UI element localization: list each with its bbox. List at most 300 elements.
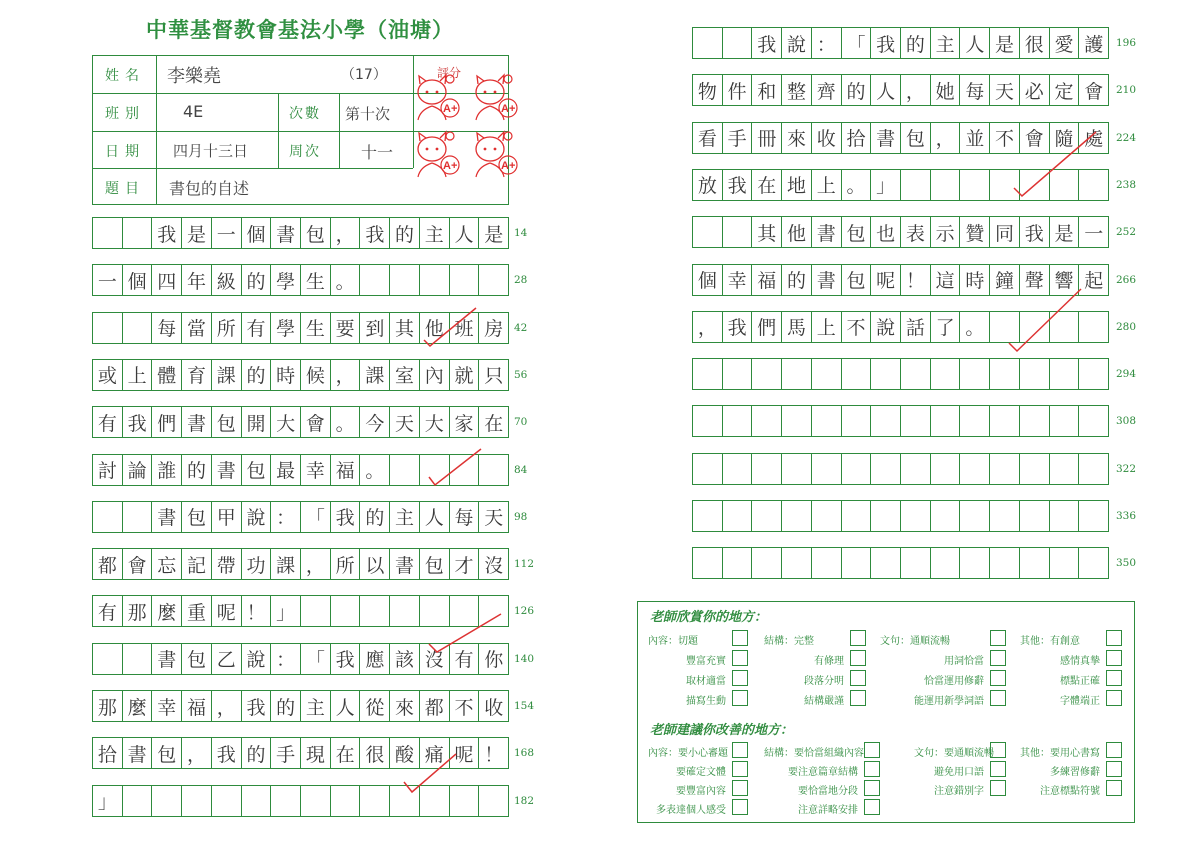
grid-cell: 每 <box>152 313 182 343</box>
grid-row <box>92 264 509 296</box>
checklist-item-label: 內容：切題 <box>648 636 698 647</box>
grid-cell: 的 <box>901 28 931 58</box>
grid-cell: 不 <box>842 312 872 342</box>
checklist-box[interactable] <box>990 742 1006 758</box>
character-count: 154 <box>514 700 535 712</box>
grid-cell: ： <box>812 28 842 58</box>
grid-cell <box>390 455 420 485</box>
grid-cell <box>812 406 842 436</box>
grid-cell: 要 <box>331 313 361 343</box>
grid-cell: 麼 <box>152 596 182 626</box>
grid-cell: 放 <box>693 170 723 200</box>
week-label: 周次 <box>289 144 321 160</box>
stamp-grade-text: A+ <box>443 160 458 172</box>
checklist-box[interactable] <box>850 690 866 706</box>
grid-cell <box>752 454 782 484</box>
grid-cell <box>990 406 1020 436</box>
grid-cell: 件 <box>723 75 753 105</box>
checklist-item-label: 要豐富內容 <box>676 786 726 797</box>
grid-cell: 學 <box>271 265 301 295</box>
class-value: 4E <box>183 102 204 121</box>
checklist-item-label: 標點正確 <box>1060 676 1100 687</box>
grid-cell: 我 <box>1020 217 1050 247</box>
grid-cell: 的 <box>182 455 212 485</box>
grid-cell: 的 <box>390 218 420 248</box>
stamp-grade-text: A+ <box>443 103 458 115</box>
grid-cell: 都 <box>420 691 450 721</box>
grid-cell <box>1079 359 1108 389</box>
grid-cell <box>901 454 931 484</box>
date-value: 四月十三日 <box>173 142 249 160</box>
checklist-box[interactable] <box>732 742 748 758</box>
character-count: 182 <box>514 794 535 807</box>
grid-cell: 育 <box>182 360 212 390</box>
grid-cell <box>212 786 242 816</box>
grid-cell <box>842 454 872 484</box>
grid-cell: 現 <box>301 738 331 768</box>
grid-cell: 了 <box>931 312 961 342</box>
grid-row <box>92 217 509 249</box>
grid-cell: 在 <box>484 412 504 435</box>
grid-cell <box>1050 359 1080 389</box>
grid-cell: 愛 <box>1050 28 1080 58</box>
grid-cell: 呢 <box>212 596 242 626</box>
checklist-item-label: 文句：要通順流暢 <box>914 748 994 759</box>
checklist-item-label: 要確定文體 <box>676 767 726 778</box>
checklist-box[interactable] <box>1106 670 1122 686</box>
checklist-item-label: 其他：要用心書寫 <box>1020 748 1100 759</box>
grid-cell: 福 <box>331 455 361 485</box>
grid-cell <box>901 501 931 531</box>
grid-cell: 整 <box>782 75 812 105</box>
grid-cell: 今 <box>360 407 390 437</box>
grid-row <box>92 690 509 722</box>
grid-cell <box>931 170 961 200</box>
teacher-tick-mark <box>1010 128 1100 198</box>
hello-kitty-stamp-icon <box>468 70 526 128</box>
grid-cell <box>1079 454 1108 484</box>
grid-cell: 不 <box>450 691 480 721</box>
grid-cell <box>123 786 153 816</box>
grid-cell <box>301 786 331 816</box>
grid-cell: 書 <box>152 644 182 674</box>
checklist-item-label: 段落分明 <box>804 676 844 687</box>
grid-cell <box>693 548 723 578</box>
grid-cell: 她 <box>931 75 961 105</box>
grid-cell: 誰 <box>152 455 182 485</box>
grid-cell <box>931 406 961 436</box>
grid-cell: 個 <box>242 218 272 248</box>
grid-cell: 這 <box>931 265 961 295</box>
grid-cell: 表 <box>901 217 931 247</box>
character-count: 112 <box>514 558 535 571</box>
grid-cell: 人 <box>450 218 480 248</box>
checklist-box[interactable] <box>732 761 748 777</box>
grid-cell <box>931 359 961 389</box>
grid-cell: 」 <box>271 596 301 626</box>
grid-cell: 聲 <box>1020 265 1050 295</box>
grid-cell <box>960 170 990 200</box>
grid-cell: 每 <box>960 75 990 105</box>
checklist-box[interactable] <box>732 780 748 796</box>
grid-cell: 我 <box>723 312 753 342</box>
grid-cell: 「 <box>842 28 872 58</box>
checklist-item-label: 避免用口語 <box>934 767 984 778</box>
grid-cell: 所 <box>331 549 361 579</box>
grid-cell: 重 <box>182 596 212 626</box>
grid-cell <box>93 502 123 532</box>
grid-cell: 學 <box>271 313 301 343</box>
grid-cell: 齊 <box>812 75 842 105</box>
grid-cell <box>479 265 508 295</box>
grid-cell: 其 <box>752 217 782 247</box>
checklist-item-label: 多練習修辭 <box>1050 767 1100 778</box>
grid-cell: 物 <box>693 75 723 105</box>
grid-cell: 包 <box>182 502 212 532</box>
grid-cell: 主 <box>931 28 961 58</box>
grid-cell: 應 <box>360 644 390 674</box>
character-count: 196 <box>1116 37 1137 49</box>
grid-cell: 天 <box>990 75 1020 105</box>
character-count: 14 <box>514 227 528 239</box>
checklist-box[interactable] <box>732 690 748 706</box>
checklist-box[interactable] <box>850 630 866 646</box>
grid-cell: 四 <box>152 265 182 295</box>
grid-cell: 呢 <box>871 265 901 295</box>
grid-cell <box>1050 501 1080 531</box>
checklist-item-label: 取材適當 <box>686 676 726 687</box>
character-count: 140 <box>514 652 535 665</box>
grid-cell <box>693 359 723 389</box>
grid-cell <box>152 786 182 816</box>
checklist-box[interactable] <box>850 650 866 666</box>
grid-cell <box>1050 454 1080 484</box>
hello-kitty-stamp-icon <box>468 127 526 185</box>
grid-cell <box>812 359 842 389</box>
grid-cell <box>723 548 753 578</box>
grid-row <box>92 359 509 391</box>
grid-cell: 來 <box>390 691 420 721</box>
checklist-box[interactable] <box>1106 761 1122 777</box>
checklist-box[interactable] <box>1106 630 1122 646</box>
grid-cell: 當 <box>182 313 212 343</box>
grid-cell: 有 <box>93 407 123 437</box>
checklist-box[interactable] <box>850 670 866 686</box>
grid-cell: 們 <box>152 407 182 437</box>
checklist-box[interactable] <box>732 650 748 666</box>
character-count: 322 <box>1116 462 1137 475</box>
grid-cell: 不 <box>990 123 1020 153</box>
grid-cell: 也 <box>871 217 901 247</box>
grid-row <box>692 453 1109 485</box>
grid-cell: 贊 <box>960 217 990 247</box>
grid-cell: 幸 <box>723 265 753 295</box>
grid-cell: 和 <box>752 75 782 105</box>
grid-cell: 其 <box>390 313 420 343</box>
checklist-box[interactable] <box>732 670 748 686</box>
grid-cell: 功 <box>242 549 272 579</box>
character-count: 252 <box>1116 226 1137 239</box>
grid-cell <box>693 28 723 58</box>
grid-cell <box>693 454 723 484</box>
grid-cell <box>723 28 753 58</box>
checklist-item-label: 其他：有創意 <box>1020 636 1080 647</box>
grid-cell: 他 <box>782 217 812 247</box>
grid-cell <box>990 454 1020 484</box>
checklist-item-label: 有條理 <box>814 656 844 667</box>
grid-cell: 拾 <box>93 738 123 768</box>
teacher-tick-mark <box>425 610 505 655</box>
character-count: 42 <box>514 321 528 334</box>
grid-cell: 馬 <box>782 312 812 342</box>
checklist-box[interactable] <box>864 780 880 796</box>
checklist-box[interactable] <box>1106 742 1122 758</box>
class-number: （17） <box>341 67 387 83</box>
grid-cell: 看 <box>693 123 723 153</box>
grid-cell <box>242 786 272 816</box>
checklist-box[interactable] <box>990 630 1006 646</box>
grid-cell: 幸 <box>152 691 182 721</box>
grid-cell <box>812 501 842 531</box>
grid-cell <box>271 786 301 816</box>
grid-cell: 個 <box>123 265 153 295</box>
grid-cell: ！ <box>901 265 931 295</box>
grid-cell: 那 <box>93 691 123 721</box>
grid-cell <box>390 596 420 626</box>
grid-cell <box>782 359 812 389</box>
grid-cell: ， <box>693 312 723 342</box>
grid-cell: 包 <box>842 217 872 247</box>
grid-cell: 課 <box>271 549 301 579</box>
grid-cell: 討 <box>93 455 123 485</box>
grid-cell: 書 <box>871 123 901 153</box>
grid-cell: 體 <box>152 360 182 390</box>
hello-kitty-stamp-icon <box>410 127 468 185</box>
grid-cell: 我 <box>723 170 753 200</box>
grid-cell: 課 <box>360 360 390 390</box>
class-label: 班別 <box>105 106 145 122</box>
grid-cell: 收 <box>484 696 504 719</box>
grid-cell: 在 <box>331 738 361 768</box>
grid-cell: 有 <box>93 596 123 626</box>
grid-cell: 甲 <box>212 502 242 532</box>
grid-cell: 帶 <box>212 549 242 579</box>
checklist-item-label: 注意標點符號 <box>1040 786 1100 797</box>
grid-cell: 包 <box>420 549 450 579</box>
checklist-box[interactable] <box>864 761 880 777</box>
grid-cell: 「 <box>301 502 331 532</box>
grid-cell <box>842 359 872 389</box>
grid-cell: 說 <box>242 644 272 674</box>
teacher-tick-mark <box>420 304 480 349</box>
grid-cell: 的 <box>242 738 272 768</box>
grid-cell: 包 <box>212 407 242 437</box>
grid-cell: ， <box>212 691 242 721</box>
grid-cell: 麼 <box>123 691 153 721</box>
grid-cell: 所 <box>212 313 242 343</box>
grid-cell: 拾 <box>842 123 872 153</box>
grid-cell <box>1020 548 1050 578</box>
grid-cell: ： <box>271 502 301 532</box>
grid-cell: 那 <box>123 596 153 626</box>
grid-cell: 都 <box>93 549 123 579</box>
improve-heading: 老師建議你改善的地方： <box>650 723 794 738</box>
grid-cell: 最 <box>271 455 301 485</box>
checklist-item-label: 注意詳略安排 <box>798 805 858 816</box>
grid-cell <box>752 359 782 389</box>
grid-cell <box>693 217 723 247</box>
grid-cell: 幸 <box>301 455 331 485</box>
checklist-box[interactable] <box>732 799 748 815</box>
grid-cell: 一 <box>1084 222 1104 245</box>
topic-label: 題目 <box>105 181 145 197</box>
grid-cell: 隨 <box>1050 123 1080 153</box>
grid-cell: 處 <box>1084 128 1104 151</box>
grid-cell: 級 <box>212 265 242 295</box>
grid-cell: 書 <box>182 407 212 437</box>
grid-cell <box>1020 454 1050 484</box>
grid-cell: 我 <box>123 407 153 437</box>
grid-cell: 包 <box>842 265 872 295</box>
character-count: 168 <box>514 747 535 760</box>
grid-cell: 痛 <box>420 738 450 768</box>
grid-cell: 一 <box>212 218 242 248</box>
grid-cell <box>871 454 901 484</box>
checklist-box[interactable] <box>732 630 748 646</box>
checklist-item-label: 注意錯別字 <box>934 786 984 797</box>
grid-row <box>92 406 509 438</box>
grid-cell <box>752 548 782 578</box>
grid-cell <box>842 406 872 436</box>
grid-cell: 沒 <box>484 554 504 577</box>
grid-cell: 班 <box>450 313 480 343</box>
character-count: 84 <box>514 463 528 476</box>
grid-cell: 年 <box>182 265 212 295</box>
grid-cell: 包 <box>301 218 331 248</box>
grid-cell: 我 <box>331 644 361 674</box>
character-count: 308 <box>1116 415 1137 428</box>
grid-cell: 上 <box>123 360 153 390</box>
grid-cell: 手 <box>271 738 301 768</box>
grid-cell: 福 <box>182 691 212 721</box>
checklist-box[interactable] <box>990 650 1006 666</box>
grid-cell: 人 <box>420 502 450 532</box>
grid-cell <box>331 786 361 816</box>
grid-row <box>692 74 1109 106</box>
grid-cell: 書 <box>271 218 301 248</box>
grid-cell: 主 <box>390 502 420 532</box>
checklist-box[interactable] <box>990 690 1006 706</box>
grid-cell: 到 <box>360 313 390 343</box>
grid-cell: 我 <box>331 502 361 532</box>
grid-cell <box>331 596 361 626</box>
grid-cell: 的 <box>782 265 812 295</box>
week-value: 十一 <box>361 143 394 162</box>
checklist-item-label: 結構：完整 <box>764 636 814 647</box>
checklist-item-label: 用詞恰當 <box>944 656 984 667</box>
checklist-box[interactable] <box>990 761 1006 777</box>
grid-cell <box>450 265 480 295</box>
grid-cell <box>990 359 1020 389</box>
grid-cell <box>1079 501 1108 531</box>
praise-heading: 老師欣賞你的地方： <box>650 610 768 625</box>
grid-cell: 一 <box>93 265 123 295</box>
checklist-box[interactable] <box>864 799 880 815</box>
grid-cell: 酸 <box>390 738 420 768</box>
grid-cell: 包 <box>182 644 212 674</box>
grid-cell: 大 <box>420 407 450 437</box>
grid-cell <box>842 548 872 578</box>
topic-value: 書包的自述 <box>169 179 250 198</box>
grid-cell: 的 <box>242 360 272 390</box>
checklist-box[interactable] <box>990 780 1006 796</box>
grid-cell <box>812 454 842 484</box>
grid-cell: 起 <box>1084 270 1104 292</box>
grid-cell: 包 <box>242 455 272 485</box>
grid-cell: 人 <box>960 28 990 58</box>
grid-row <box>692 358 1109 390</box>
grid-cell: 他 <box>420 313 450 343</box>
grid-cell: 呢 <box>450 738 480 768</box>
grid-cell: 家 <box>450 407 480 437</box>
grid-cell: 候 <box>301 360 331 390</box>
grid-cell: ， <box>331 218 361 248</box>
grid-cell <box>1020 501 1050 531</box>
grid-cell <box>723 217 753 247</box>
grid-row <box>692 216 1109 248</box>
checklist-item-label: 感情真摯 <box>1060 656 1100 667</box>
grid-cell <box>723 501 753 531</box>
grid-cell: 們 <box>752 312 782 342</box>
grid-cell: ， <box>901 75 931 105</box>
grid-cell: 主 <box>420 218 450 248</box>
grid-cell: 地 <box>782 170 812 200</box>
checklist-box[interactable] <box>1106 690 1122 706</box>
grid-cell <box>990 501 1020 531</box>
grid-cell: 響 <box>1050 265 1080 295</box>
grid-cell <box>1079 406 1108 436</box>
grid-cell: 天 <box>390 407 420 437</box>
grid-cell <box>871 548 901 578</box>
grid-cell <box>960 359 990 389</box>
checklist-item-label: 文句：通順流暢 <box>880 636 950 647</box>
grid-cell: 包 <box>901 123 931 153</box>
grid-row <box>692 500 1109 532</box>
grid-cell: 人 <box>871 75 901 105</box>
checklist-box[interactable] <box>1106 650 1122 666</box>
grid-cell: ！ <box>484 743 504 766</box>
grid-cell <box>960 501 990 531</box>
checklist-box[interactable] <box>990 670 1006 686</box>
grid-cell: 必 <box>1020 75 1050 105</box>
grid-cell: 」 <box>871 170 901 200</box>
grid-row <box>92 501 509 533</box>
teacher-comments-box <box>637 601 1135 823</box>
checklist-box[interactable] <box>864 742 880 758</box>
grid-cell: 並 <box>960 123 990 153</box>
grid-cell: 個 <box>693 265 723 295</box>
checklist-item-label: 結構：要恰當組織內容 <box>764 748 864 759</box>
grid-cell <box>901 170 931 200</box>
grid-cell: 我 <box>152 218 182 248</box>
grid-cell <box>901 359 931 389</box>
name-value: 李樂堯 <box>167 66 221 87</box>
character-count: 266 <box>1116 273 1137 286</box>
grid-row <box>692 405 1109 437</box>
checklist-box[interactable] <box>1106 780 1122 796</box>
grid-cell: 房 <box>484 318 504 341</box>
grid-cell <box>842 501 872 531</box>
